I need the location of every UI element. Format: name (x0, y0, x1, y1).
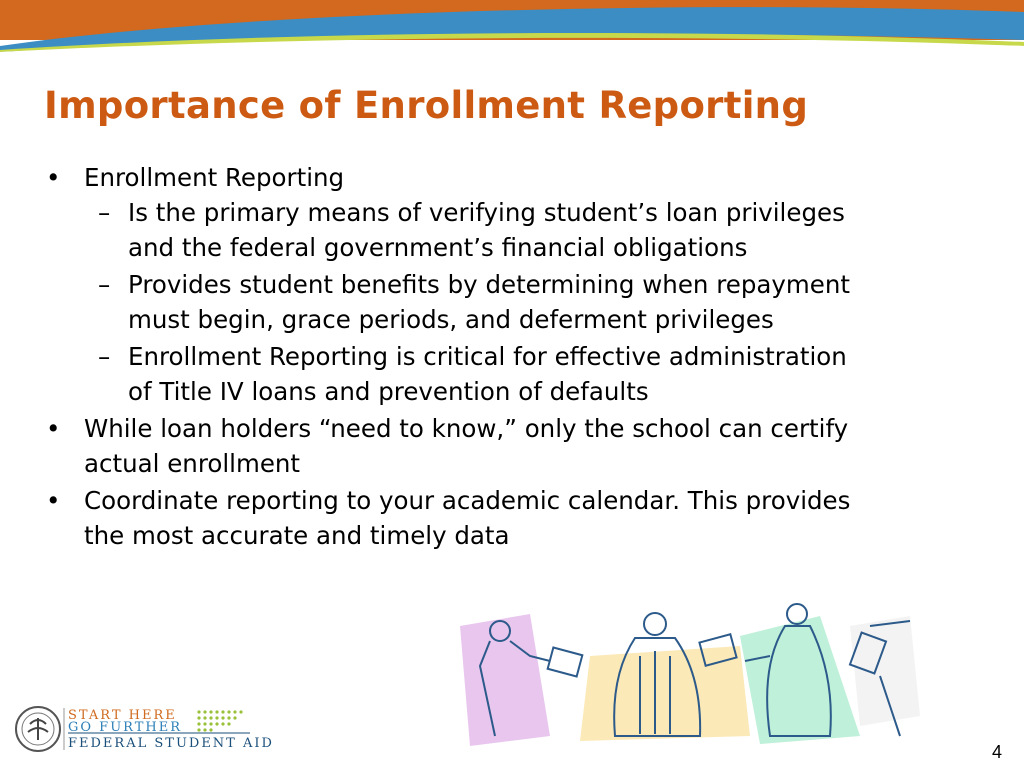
bullet-line: the most accurate and timely data (84, 521, 510, 550)
dash-marker: – (98, 198, 111, 227)
bullet-item (44, 411, 1004, 481)
logo-line-go-further: GO FURTHER (68, 720, 182, 735)
sub-bullet-line: of Title IV loans and prevention of defaults (128, 377, 649, 406)
sub-bullet-line: Is the primary means of verifying student’s loan privileges (128, 198, 845, 227)
bullet-item (44, 483, 1004, 553)
bullet-marker: • (46, 486, 61, 515)
sub-bullet-item (44, 195, 1004, 265)
slide-title: Importance of Enrollment Reporting (44, 84, 809, 127)
bullet-marker: • (46, 414, 61, 443)
logo-line-federal-student-aid: FEDERAL STUDENT AID (68, 736, 274, 751)
bullet-text: Enrollment Reporting (84, 163, 345, 192)
page-number: 4 (991, 742, 1002, 762)
people-exchanging-documents-illustration (440, 596, 940, 746)
sub-bullet-line: Provides student benefits by determining when repayment (128, 270, 850, 299)
bullet-item (44, 160, 1004, 195)
sub-bullet-item (44, 267, 1004, 337)
dash-marker: – (98, 342, 111, 371)
header-banner (0, 0, 1024, 52)
slide-body (44, 160, 1004, 553)
sub-bullet-item (44, 339, 1004, 409)
bullet-line: Coordinate reporting to your academic calendar. This provides (84, 486, 851, 515)
bullet-marker: • (46, 163, 61, 192)
dash-marker: – (98, 270, 111, 299)
sub-bullet-line: and the federal government’s financial obligations (128, 233, 748, 262)
sub-bullet-line: Enrollment Reporting is critical for effective administration (128, 342, 847, 371)
sub-bullet-line: must begin, grace periods, and deferment privileges (128, 305, 774, 334)
logo-line-start-here: START HERE (68, 708, 177, 723)
bullet-line: actual enrollment (84, 449, 301, 478)
bullet-line: While loan holders “need to know,” only the school can certify (84, 414, 849, 443)
